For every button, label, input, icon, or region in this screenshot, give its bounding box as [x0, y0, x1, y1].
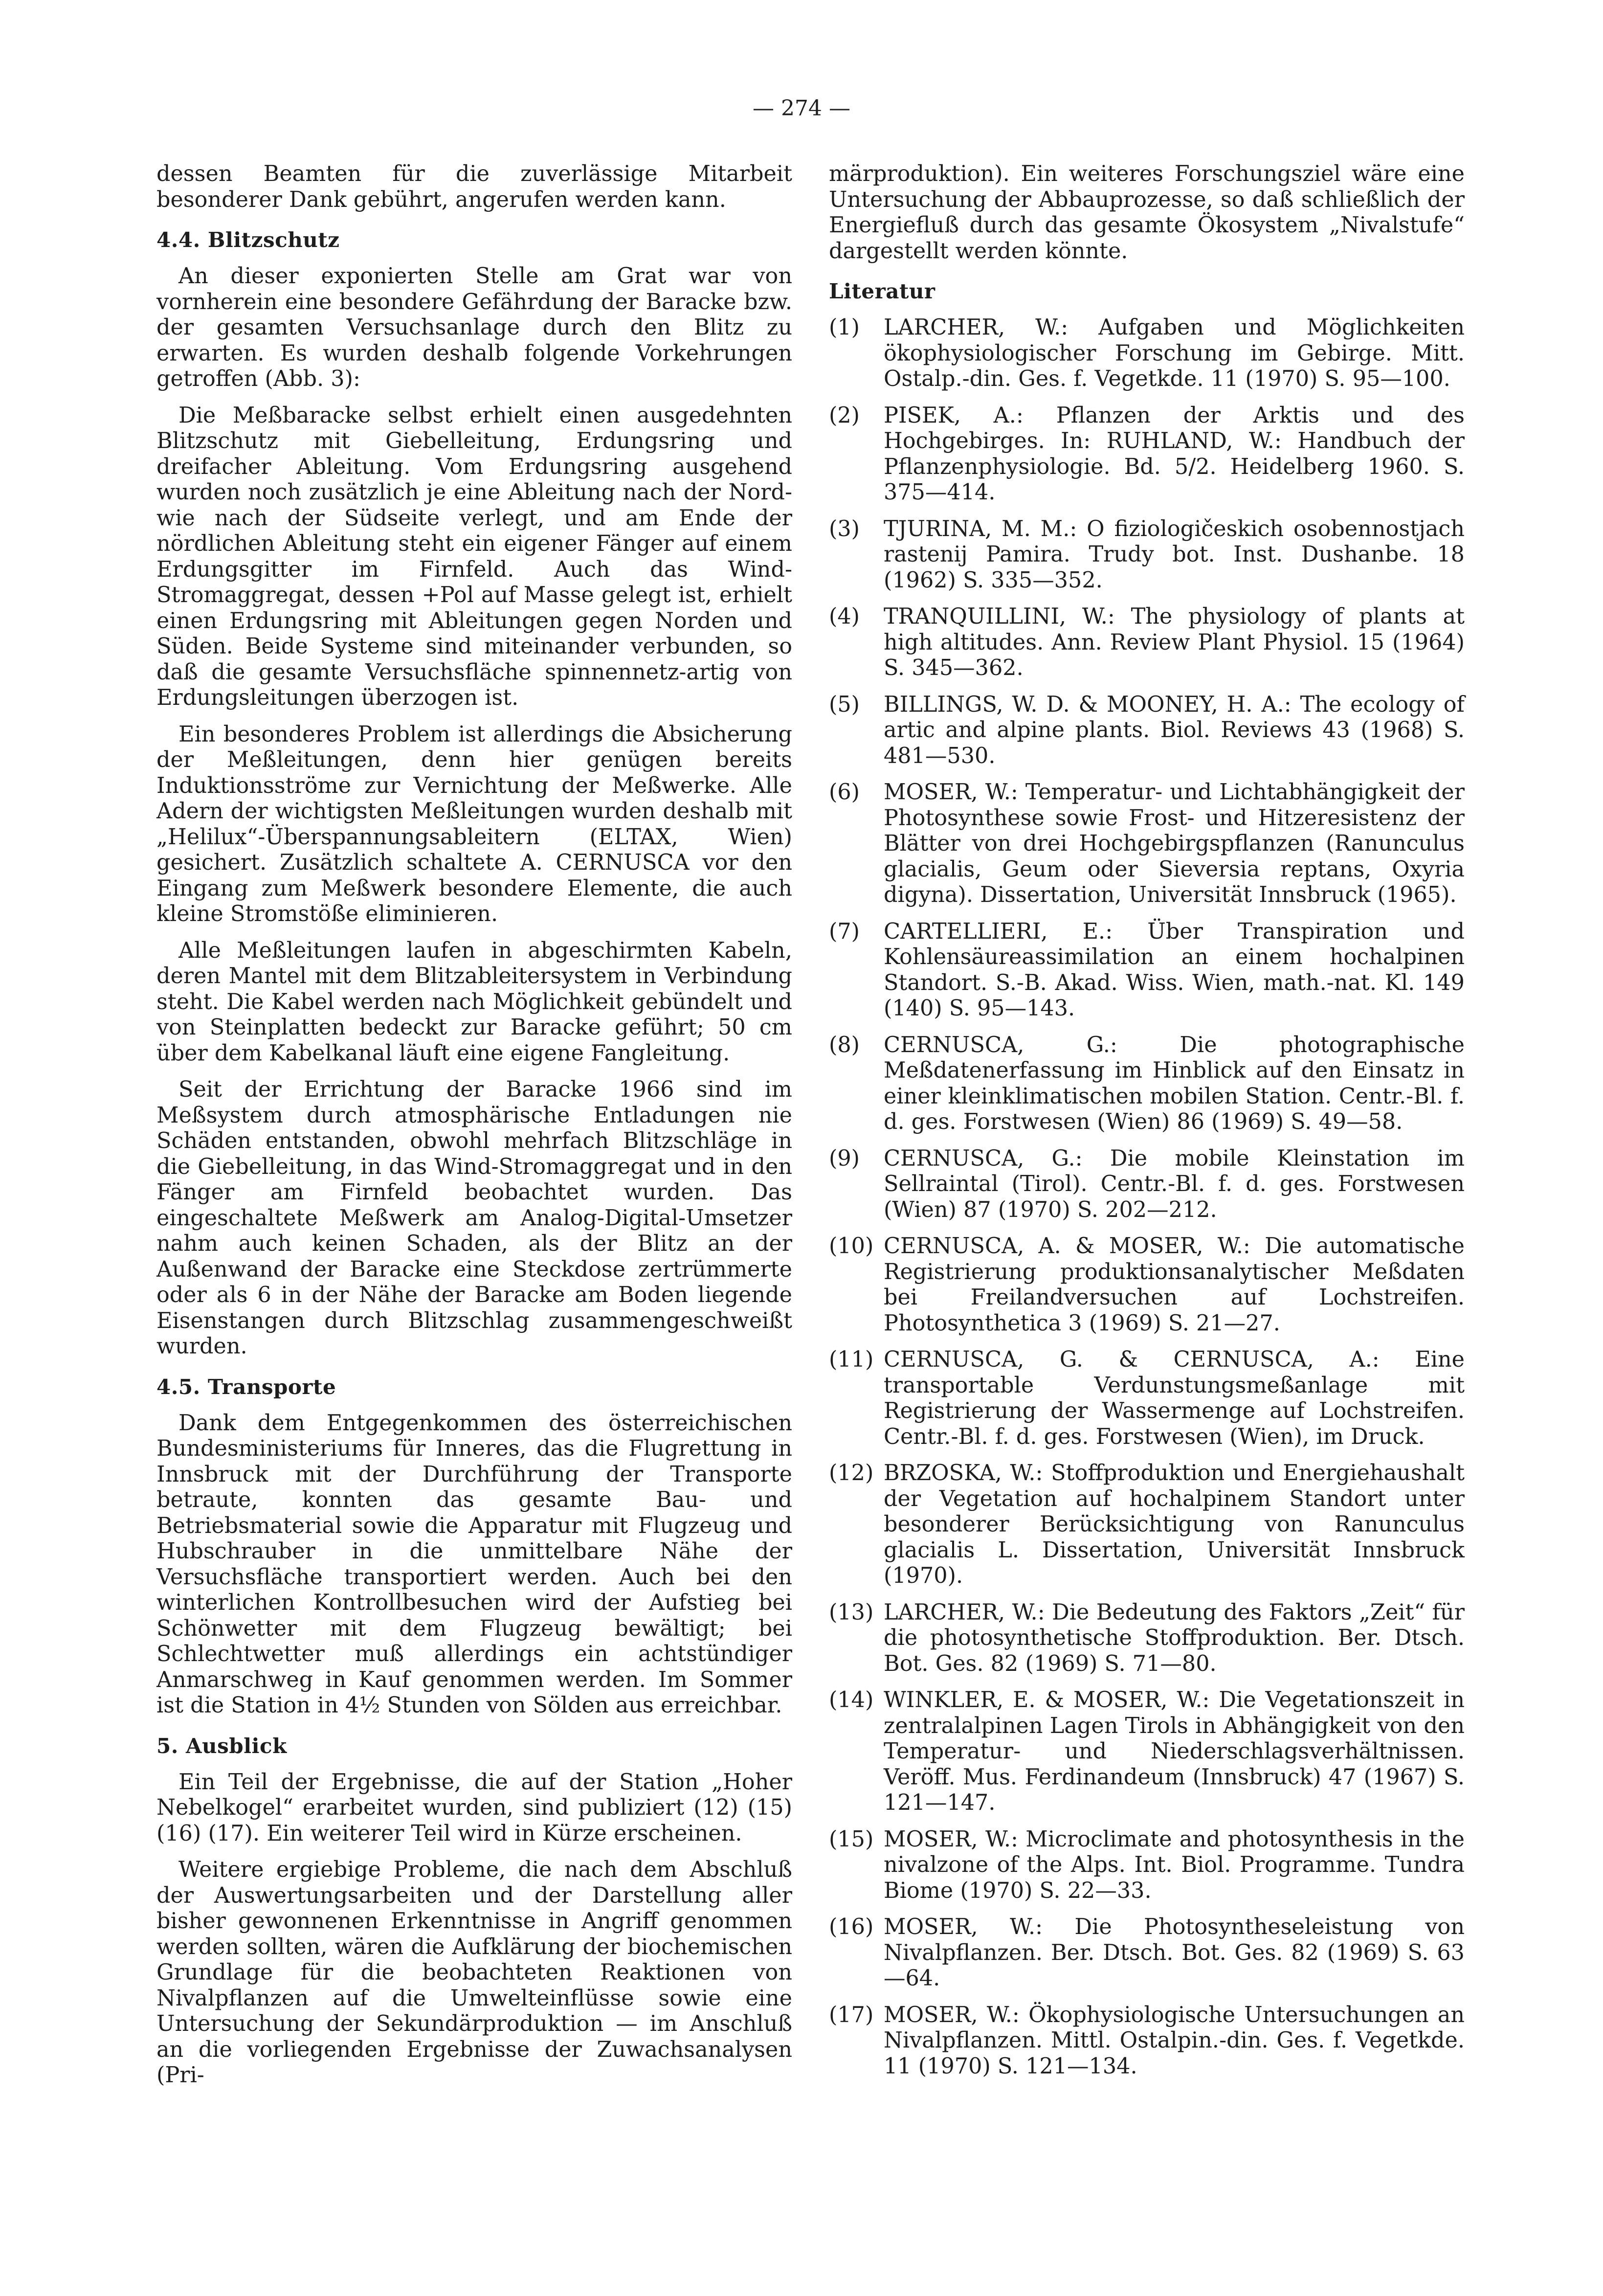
section-heading-transporte: 4.5. Transporte — [156, 1374, 336, 1399]
reference-text: MOSER, W.: Die Photosyntheseleistung von Nivalpflanzen. Ber. Dtsch. Bot. Ges. 82 (1969) S. 63—64. — [884, 1914, 1465, 1991]
reference-list — [829, 315, 1465, 2079]
reference-item — [829, 1688, 1465, 1816]
reference-text: BILLINGS, W. D. & MOONEY, H. A.: The ecology of artic and alpine plants. Biol. Reviews 43 (1968) S. 481—530. — [884, 692, 1465, 768]
reference-item — [829, 2003, 1465, 2080]
reference-text: MOSER, W.: Ökophysiologische Untersuchungen an Nivalpflanzen. Mittl. Ostalpin.-din. Ges. f. Vegetkde. 11 (1970) S. 121—134. — [884, 2002, 1465, 2079]
reference-text: BRZOSKA, W.: Stoffproduktion und Energiehaushalt der Vegetation auf hochalpinem Standort unter besonderer Berücksichtigung von Ranunculus glacialis L. Dissertation, Universität Innsbruck (1970). — [884, 1461, 1465, 1588]
paragraph: Ein Teil der Ergebnisse, die auf der Station „Hoher Nebelkogel“ erarbeitet wurden, sind publiziert (12) (15) (16) (17). Ein weiterer Teil wird in Kürze erscheinen. — [156, 1769, 792, 1846]
reference-item — [829, 1347, 1465, 1450]
reference-number: (1) — [829, 315, 860, 340]
reference-item — [829, 780, 1465, 908]
reference-item — [829, 1146, 1465, 1223]
reference-text: CARTELLIERI, E.: Über Transpiration und Kohlensäureassimilation an einem hochalpinen Standort. S.-B. Akad. Wiss. Wien, math.-nat. Kl. 149 (140) S. 95—143. — [884, 919, 1465, 1021]
paragraph: Ein besonderes Problem ist allerdings die Absicherung der Meßleitungen, denn hier genügen bereits Induktionsströme zur Vernichtung der Meßwerke. Alle Adern der wichtigsten Meßleitungen wurden deshalb mit „Helilux“-Überspannungsableitern (ELTAX, Wien) gesichert. Zusätzlich schaltete A. CERNUSCA vor den Eingang zum Meßwerk besondere Elemente, die auch kleine Stromstöße eliminieren. — [156, 721, 792, 926]
reference-item — [829, 1461, 1465, 1589]
reference-text: TRANQUILLINI, W.: The physiology of plants at high altitudes. Ann. Review Plant Physiol. 15 (1964) S. 345—362. — [884, 604, 1465, 680]
reference-number: (14) — [829, 1688, 874, 1712]
reference-number: (15) — [829, 1826, 874, 1852]
paragraph: An dieser exponierten Stelle am Grat war von vornherein eine besondere Gefährdung der Baracke bzw. der gesamten Versuchsanlage durch den Blitz zu erwarten. Es wurden deshalb folgende Vorkehrungen getroffen (Abb. 3): — [156, 264, 792, 391]
reference-text: CERNUSCA, G.: Die mobile Kleinstation im Sellraintal (Tirol). Centr.-Bl. f. d. ges. Forstwesen (Wien) 87 (1970) S. 202—212. — [884, 1146, 1465, 1222]
reference-number: (12) — [829, 1461, 874, 1486]
reference-text: TJURINA, M. M.: O fiziologičeskich osobennostjach rastenij Pamira. Trudy bot. Inst. Dushanbe. 18 (1962) S. 335—352. — [884, 516, 1465, 593]
reference-item — [829, 517, 1465, 594]
reference-text: LARCHER, W.: Aufgaben und Möglichkeiten ökophysiologischer Forschung im Gebirge. Mitt. Ostalp.-din. Ges. f. Vegetkde. 11 (1970) S. 95—100. — [884, 315, 1465, 391]
reference-number: (16) — [829, 1914, 874, 1939]
reference-item — [829, 1234, 1465, 1336]
reference-item — [829, 1600, 1465, 1677]
reference-item — [829, 1914, 1465, 1992]
reference-text: MOSER, W.: Temperatur- und Lichtabhängigkeit der Photosynthese sowie Frost- und Hitzeresistenz der Blätter von drei Hochgebirgspflanzen (Ranunculus glacialis, Geum oder Sieversia reptans, Oxyria digyna). Dissertation, Universität Innsbruck (1965). — [884, 780, 1465, 907]
reference-number: (3) — [829, 516, 860, 541]
paragraph: Alle Meßleitungen laufen in abgeschirmten Kabeln, deren Mantel mit dem Blitzableitersystem in Verbindung steht. Die Kabel werden nach Möglichkeit gebündelt und von Steinplatten bedeckt zur Baracke geführt; 50 cm über dem Kabelkanal läuft eine eigene Fangleitung. — [156, 938, 792, 1066]
reference-text: MOSER, W.: Microclimate and photosynthesis in the nivalzone of the Alps. Int. Biol. Programme. Tundra Biome (1970) S. 22—33. — [884, 1826, 1465, 1903]
section-heading-ausblick: 5. Ausblick — [156, 1733, 287, 1758]
reference-number: (6) — [829, 780, 860, 805]
reference-item — [829, 604, 1465, 681]
reference-text: CERNUSCA, G.: Die photographische Meßdatenerfassung im Hinblick auf den Einsatz in einer kleinklimatischen mobilen Station. Centr.-Bl. f. d. ges. Forstwesen (Wien) 86 (1969) S. 49—58. — [884, 1032, 1465, 1134]
reference-text: PISEK, A.: Pflanzen der Arktis und des Hochgebirges. In: RUHLAND, W.: Handbuch der Pflanzenphysiologie. Bd. 5/2. Heidelberg 1960. S. 375—414. — [884, 403, 1465, 505]
paragraph: Die Meßbaracke selbst erhielt einen ausgedehnten Blitzschutz mit Giebelleitung, Erdungsring und dreifacher Ableitung. Vom Erdungsring ausgehend wurden noch zusätzlich je eine Ableitung nach der Nord- wie nach der Südseite verlegt, und am Ende der nördlichen Ableitung steht ein eigener Fänger auf einem Erdungsgitter im Firnfeld. Auch das Wind-Stromaggregat, dessen +Pol auf Masse gelegt ist, erhielt einen Erdungsring mit Ableitungen gegen Norden und Süden. Beide Systeme sind miteinander verbunden, so daß die gesamte Versuchsfläche spinnennetz-artig von Erdungsleitungen überzogen ist. — [156, 403, 792, 710]
reference-text: CERNUSCA, G. & CERNUSCA, A.: Eine transportable Verdunstungsmeßanlage mit Registrierung der Wassermenge auf Lochstreifen. Centr.-Bl. f. d. ges. Forstwesen (Wien), im Druck. — [884, 1347, 1465, 1449]
reference-number: (11) — [829, 1347, 874, 1372]
reference-text: LARCHER, W.: Die Bedeutung des Faktors „Zeit“ für die photosynthetische Stoffproduktion. Ber. Dtsch. Bot. Ges. 82 (1969) S. 71—80. — [884, 1599, 1465, 1676]
left-column — [156, 161, 792, 2099]
reference-number: (7) — [829, 919, 860, 944]
reference-number: (2) — [829, 403, 860, 428]
reference-item — [829, 919, 1465, 1022]
page-number: — 274 — — [753, 96, 850, 121]
reference-number: (4) — [829, 604, 860, 629]
reference-item — [829, 1827, 1465, 1904]
reference-text: CERNUSCA, A. & MOSER, W.: Die automatische Registrierung produktionsanalytischer Meßdaten bei Freilandversuchen auf Lochstreifen. Photosynthetica 3 (1969) S. 21—27. — [884, 1234, 1465, 1336]
reference-number: (10) — [829, 1234, 874, 1259]
reference-item — [829, 315, 1465, 392]
reference-number: (5) — [829, 692, 860, 717]
reference-number: (8) — [829, 1032, 860, 1058]
section-heading-blitzschutz: 4.4. Blitzschutz — [156, 228, 340, 252]
reference-item — [829, 1033, 1465, 1135]
right-column — [829, 161, 1465, 2090]
paragraph-continuation: dessen Beamten für die zuverlässige Mitarbeit besonderer Dank gebührt, angerufen werden kann. — [156, 161, 792, 212]
paragraph: Dank dem Entgegenkommen des österreichischen Bundesministeriums für Inneres, das die Flugrettung in Innsbruck mit der Durchführung der Transporte betraute, konnten das gesamte Bau- und Betriebsmaterial sowie die Apparatur mit Flugzeug und Hubschrauber in die unmittelbare Nähe der Versuchsfläche transportiert werden. Auch bei den winterlichen Kontrollbesuchen wird der Aufstieg bei Schönwetter mit dem Flugzeug bewältigt; bei Schlechtwetter muß allerdings ein achtstündiger Anmarschweg in Kauf genommen werden. Im Sommer ist die Station in 4½ Stunden von Sölden aus erreichbar. — [156, 1410, 792, 1718]
reference-number: (13) — [829, 1599, 874, 1625]
paragraph: Seit der Errichtung der Baracke 1966 sind im Meßsystem durch atmosphärische Entladungen nie Schäden entstanden, obwohl mehrfach Blitzschläge in die Giebelleitung, in das Wind-Stromaggregat und in den Fänger am Firnfeld beobachtet wurden. Das eingeschaltete Meßwerk am Analog-Digital-Umsetzer nahm auch keinen Schaden, als der Blitz an der Außenwand der Baracke eine Steckdose zertrümmerte oder als 6 in der Nähe der Baracke am Boden liegende Eisenstangen durch Blitzschlag zusammengeschweißt wurden. — [156, 1077, 792, 1359]
reference-number: (9) — [829, 1146, 860, 1171]
paragraph: Weitere ergiebige Probleme, die nach dem Abschluß der Auswertungsarbeiten und der Darstellung aller bisher gewonnenen Erkenntnisse in Angriff genommen werden sollten, wären die Aufklärung der biochemischen Grundlage für die beobachteten Reaktionen von Nivalpflanzen auf die Umwelteinflüsse sowie eine Untersuchung der Sekundärproduktion — im Anschluß an die vorliegenden Ergebnisse der Zuwachsanalysen (Pri- — [156, 1857, 792, 2088]
section-heading-literatur: Literatur — [829, 279, 935, 303]
reference-item — [829, 403, 1465, 506]
reference-number: (17) — [829, 2002, 874, 2027]
paragraph-continuation: märproduktion). Ein weiteres Forschungsziel wäre eine Untersuchung der Abbauprozesse, so daß schließlich der Energiefluß durch das gesamte Ökosystem „Nivalstufe“ dargestellt werden könnte. — [829, 161, 1465, 264]
reference-text: WINKLER, E. & MOSER, W.: Die Vegetationszeit in zentralalpinen Lagen Tirols in Abhängigkeit von den Temperatur- und Niederschlagsverhältnissen. Veröff. Mus. Ferdinandeum (Innsbruck) 47 (1967) S. 121—147. — [884, 1688, 1465, 1815]
reference-item — [829, 692, 1465, 769]
